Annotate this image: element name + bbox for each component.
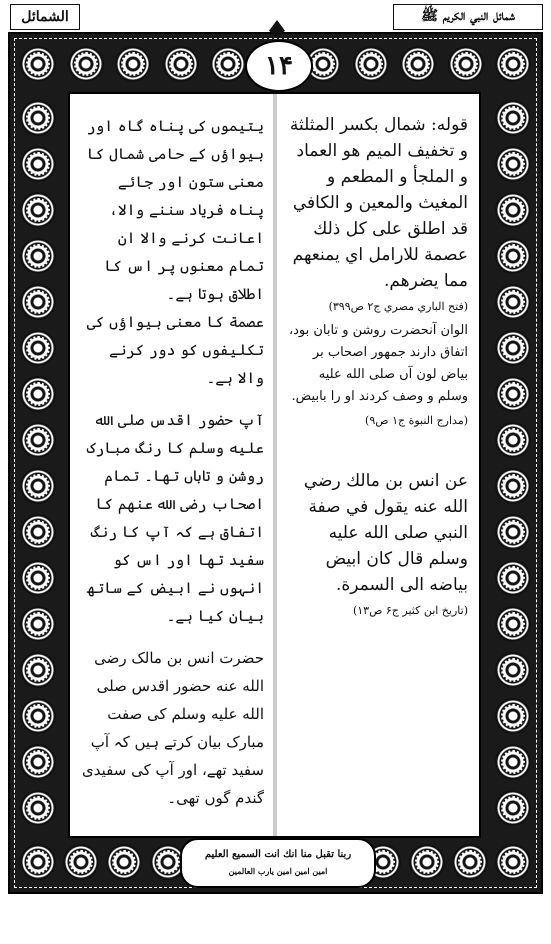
rosette-ornament xyxy=(495,192,531,228)
rosette-ornament xyxy=(495,146,531,182)
rosette-ornament xyxy=(495,744,531,780)
rosette-ornament xyxy=(495,376,531,412)
rosette-ornament xyxy=(20,238,56,274)
rosette-ornament xyxy=(20,514,56,550)
rosette-ornament xyxy=(20,652,56,688)
arabic-citation-2: (تاريخ ابن كثير ج۶ ص۱۳) xyxy=(352,604,468,617)
urdu-paragraph-3: آپ حضور اقدس صلی الله علیه وسلم کا رنگ مبارک روشن و تاباں تھا۔ تمام اصحاب رضی الله عنهم کا اتفاق ہے کہ آپ کا رنگ سفید تھا اور اس کو انہوں نے ابیض کے ساتھ بیان کیا ہے۔ xyxy=(86,411,264,625)
rosette-ornament xyxy=(495,652,531,688)
rosette-ornament xyxy=(495,46,531,82)
rosette-ornament xyxy=(20,100,56,136)
arabic-column xyxy=(288,112,468,624)
rosette-ornament xyxy=(495,560,531,596)
rosette-ornament xyxy=(495,468,531,504)
urdu-column xyxy=(78,112,264,812)
rosette-ornament xyxy=(495,606,531,642)
rosette-ornament xyxy=(20,468,56,504)
rosette-ornament xyxy=(495,238,531,274)
rosette-ornament xyxy=(210,46,246,82)
rosette-ornament xyxy=(452,844,488,880)
rosette-ornament xyxy=(163,46,199,82)
rosette-ornament xyxy=(20,376,56,412)
rosette-ornament xyxy=(20,698,56,734)
rosette-ornament xyxy=(20,192,56,228)
rosette-ornament xyxy=(20,284,56,320)
header-right-title: شمائل النبي الكريم ﷺ xyxy=(393,4,543,30)
header-left-title: الشمائل xyxy=(10,4,80,30)
rosette-ornament xyxy=(495,422,531,458)
left-ornament-column xyxy=(20,100,56,826)
footer-plaque xyxy=(180,838,376,888)
urdu-paragraph-4: حضرت انس بن مالک رضی الله عنه حضور اقدس صلی الله علیه وسلم کی صفت مبارک بیان کرتے ہیں کہ آپ سفید تھے، اور آپ کی سفیدی گندم گوں تھی۔ xyxy=(82,649,264,807)
text-panel xyxy=(68,92,481,838)
rosette-ornament xyxy=(20,46,56,82)
persian-paragraph: الوان آنحضرت روشن و تابان بود، اتفاق دارند جمهور اصحاب بر بیاض لون آں صلی الله علیه وسلم و وصف کردند او را بابیض. xyxy=(288,323,468,404)
right-ornament-column xyxy=(495,100,531,826)
rosette-ornament xyxy=(115,46,151,82)
rosette-ornament xyxy=(495,790,531,826)
rosette-ornament xyxy=(63,844,99,880)
rosette-ornament xyxy=(20,422,56,458)
rosette-ornament xyxy=(495,284,531,320)
arabic-paragraph-1: قوله: شمال بكسر المثلثة و تخفيف الميم هو العماد و الملجأ و المطعم و المغيث والمعين و الكافي قد اطلق على كل ذلك عصمة للارامل اي يمنعهم مما يضرهم. xyxy=(289,115,468,291)
rosette-ornament xyxy=(20,606,56,642)
persian-citation: (مدارج النبوة ج۱ ص۹) xyxy=(365,414,468,427)
rosette-ornament xyxy=(20,844,56,880)
urdu-paragraph-1: یتیموں کی پناہ گاہ اور بیواؤں کے حامی شمال کا معنی ستون اور جائے پناہ فریاد سننے والا، اعانت کرنے والا ان تمام معنوں پر اس کا اطلاق ہوتا ہے۔ xyxy=(86,117,264,303)
footer-line-1: ربنا تقبل منا انك انت السميع العليم xyxy=(204,849,352,860)
arabic-citation-1: (فتح الباري مصري ج۲ ص۳۹۹) xyxy=(328,300,468,313)
page-number: ۱۴ xyxy=(245,40,313,92)
rosette-ornament xyxy=(106,844,142,880)
rosette-ornament xyxy=(20,146,56,182)
rosette-ornament xyxy=(495,514,531,550)
rosette-ornament xyxy=(495,698,531,734)
rosette-ornament xyxy=(68,46,104,82)
rosette-ornament xyxy=(448,46,484,82)
rosette-ornament xyxy=(409,844,445,880)
rosette-ornament xyxy=(20,560,56,596)
finial-ornament xyxy=(269,20,285,38)
rosette-ornament xyxy=(400,46,436,82)
rosette-ornament xyxy=(20,744,56,780)
arabic-paragraph-2: عن انس بن مالك رضي الله عنه يقول في صفة النبي صلى الله عليه وسلم قال كان ابيض بياضه الى السمرة. xyxy=(303,471,468,595)
rosette-ornament xyxy=(20,330,56,366)
footer-line-2: امين امين امين يارب العالمين xyxy=(228,866,328,876)
column-divider xyxy=(273,94,277,836)
rosette-ornament xyxy=(495,330,531,366)
rosette-ornament xyxy=(495,100,531,136)
rosette-ornament xyxy=(495,844,531,880)
urdu-paragraph-2: عصمة کا معنی بیواؤں کی تکلیفوں کو دور کرنے والا ہے۔ xyxy=(86,313,264,387)
rosette-ornament xyxy=(20,790,56,826)
rosette-ornament xyxy=(353,46,389,82)
